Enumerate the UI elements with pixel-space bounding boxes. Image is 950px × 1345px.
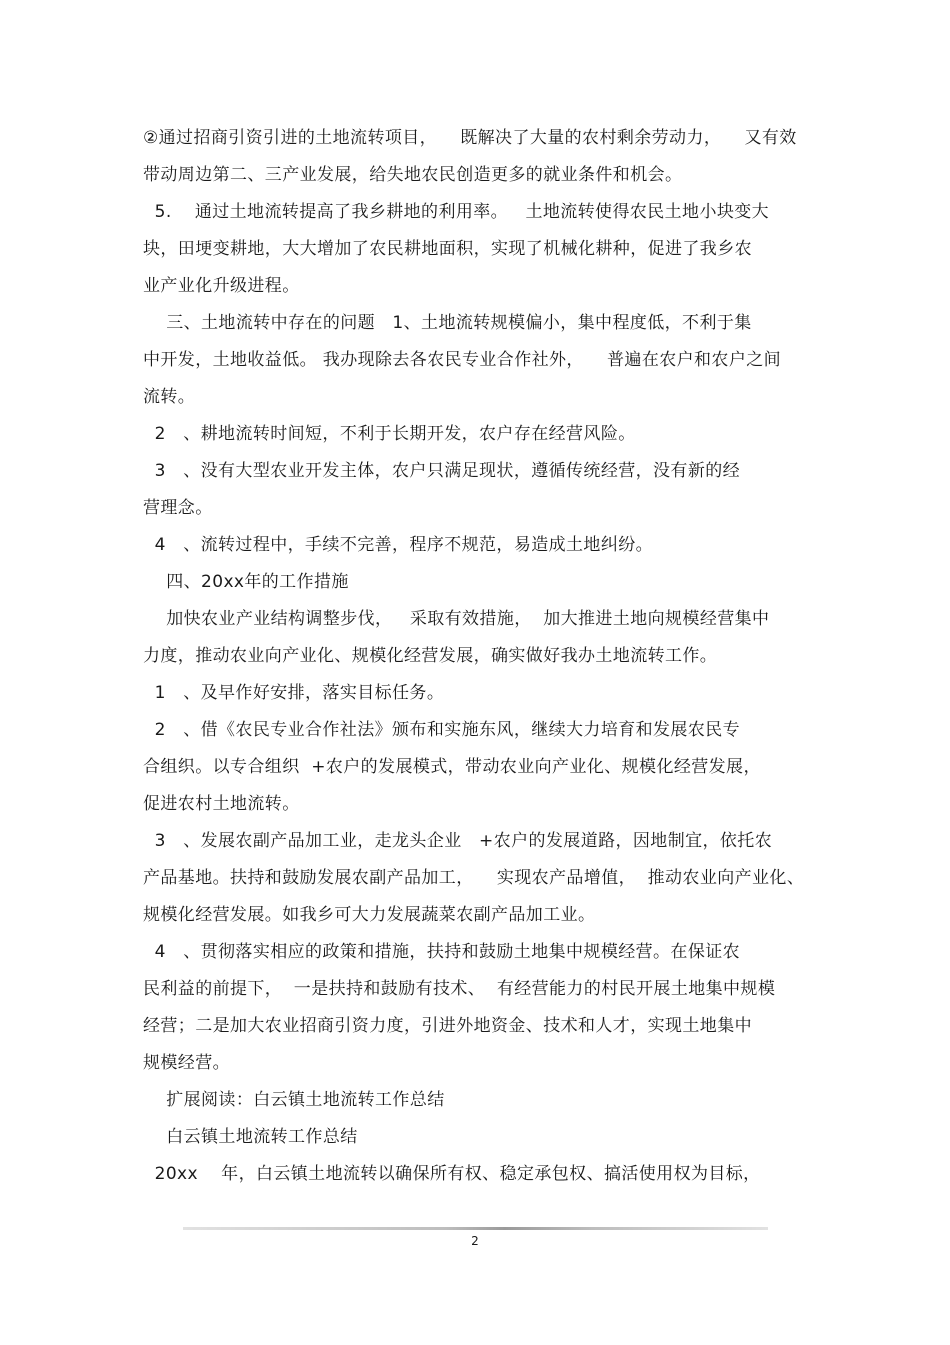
text-line: 促进农村土地流转。	[143, 794, 300, 814]
text-line: 3 、没有大型农业开发主体，农户只满足现状，遵循传统经营，没有新的经	[143, 461, 741, 481]
text-line: 经营；二是加大农业招商引资力度，引进外地资金、技术和人才，实现土地集中	[143, 1016, 752, 1036]
text-line: 中开发，土地收益低。 我办现除去各农民专业合作社外， 普遍在农户和农户之间	[143, 350, 782, 370]
text-line: 块，田埂变耕地，大大增加了农民耕地面积，实现了机械化耕种，促进了我乡农	[143, 239, 752, 259]
text-line: 带动周边第二、三产业发展，给失地农民创造更多的就业条件和机会。	[143, 165, 683, 185]
text-line: 三、土地流转中存在的问题 1、土地流转规模偏小，集中程度低，不利于集	[143, 313, 752, 333]
text-line: 流转。	[143, 387, 196, 407]
section-heading: 四、20xx年的工作措施	[143, 572, 349, 592]
footer-divider	[183, 1227, 768, 1230]
text-line: 产品基地。扶持和鼓励发展农副产品加工， 实现农产品增值， 推动农业向产业化、	[143, 868, 805, 888]
text-line: 3 、发展农副产品加工业，走龙头企业 +农户的发展道路，因地制宜，依托农	[143, 831, 773, 851]
text-line: 规模经营。	[143, 1053, 230, 1073]
text-line: 业产业化升级进程。	[143, 276, 300, 296]
text-line: 规模化经营发展。如我乡可大力发展蔬菜农副产品加工业。	[143, 905, 596, 925]
text-line: 营理念。	[143, 498, 213, 518]
text-line: 扩展阅读：白云镇土地流转工作总结	[143, 1090, 445, 1110]
text-line: 5. 通过土地流转提高了我乡耕地的利用率。 土地流转使得农民土地小块变大	[143, 202, 770, 222]
text-line: 20xx 年，白云镇土地流转以确保所有权、稳定承包权、搞活使用权为目标，	[143, 1164, 761, 1184]
text-line: 4 、流转过程中，手续不完善，程序不规范，易造成土地纠纷。	[143, 535, 654, 555]
text-line: 加快农业产业结构调整步伐， 采取有效措施， 加大推进土地向规模经营集中	[143, 609, 770, 629]
text-line: 白云镇土地流转工作总结	[143, 1127, 358, 1147]
text-line: 民利益的前提下， 一是扶持和鼓励有技术、 有经营能力的村民开展土地集中规模	[143, 979, 776, 999]
text-line: 合组织。以专合组织 +农户的发展模式，带动农业向产业化、规模化经营发展，	[143, 757, 761, 777]
text-line: 2 、借《农民专业合作社法》颁布和实施东风，继续大力培育和发展农民专	[143, 720, 741, 740]
text-line: 2 、耕地流转时间短，不利于长期开发，农户存在经营风险。	[143, 424, 636, 444]
page-number: 2	[471, 1234, 479, 1248]
text-line: 4 、贯彻落实相应的政策和措施，扶持和鼓励土地集中规模经营。在保证农	[143, 942, 741, 962]
text-line: 1 、及早作好安排，落实目标任务。	[143, 683, 445, 703]
text-line: ②通过招商引资引进的土地流转项目， 既解决了大量的农村剩余劳动力， 又有效	[143, 128, 797, 148]
text-line: 力度，推动农业向产业化、规模化经营发展，确实做好我办土地流转工作。	[143, 646, 718, 666]
